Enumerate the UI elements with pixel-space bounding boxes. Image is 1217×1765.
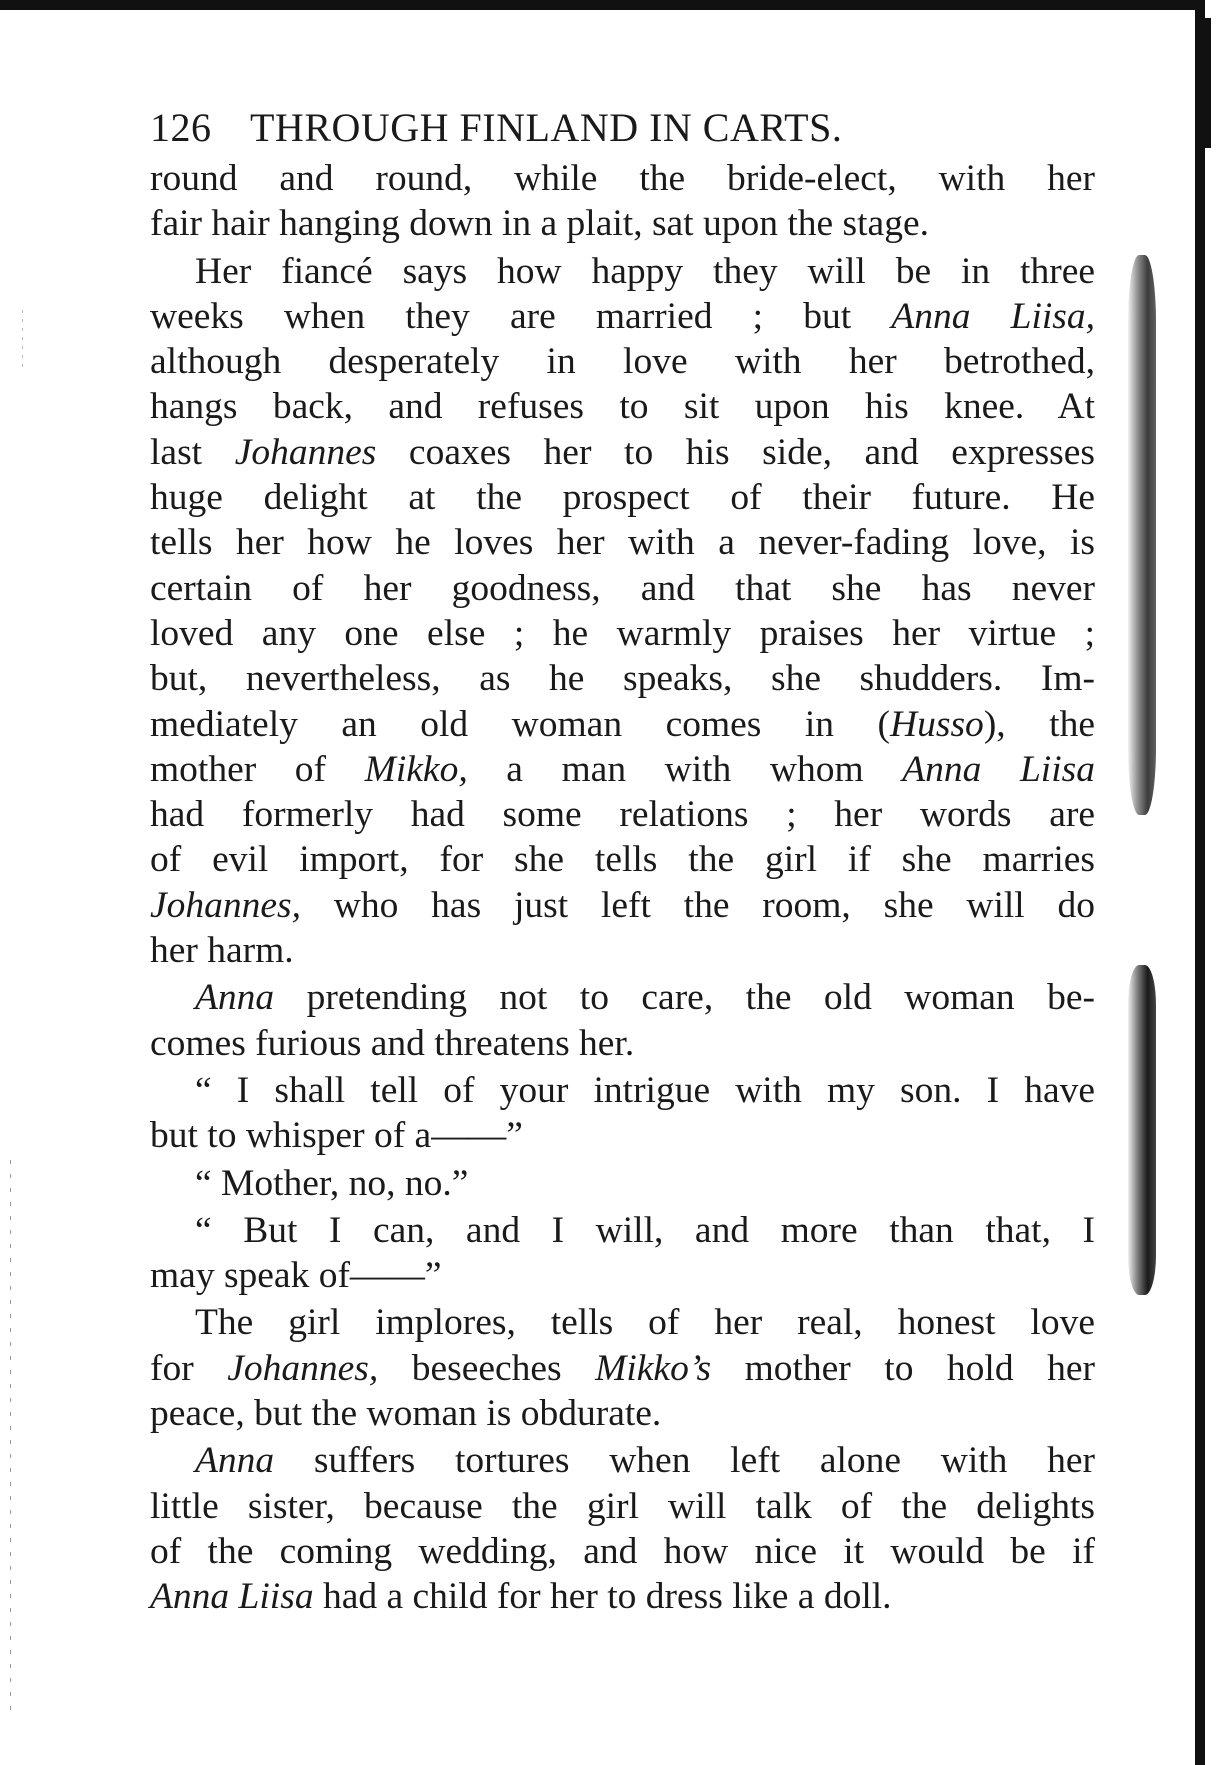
text-line: but, nevertheless, as he speaks, she shudders. Im- [150, 658, 1095, 700]
left-edge-speckle-upper [22, 310, 23, 370]
top-border-rule [0, 0, 1195, 10]
text-line: “ But I can, and I will, and more than that, I [195, 1209, 1095, 1251]
text-line: little sister, because the girl will talk of the delights [150, 1485, 1095, 1527]
text-line: of the coming wedding, and how nice it would be if [150, 1530, 1095, 1572]
text-line: mediately an old woman comes in (Husso), the [150, 703, 1095, 745]
running-header [150, 100, 1095, 156]
binding-shadow-lower [1128, 965, 1156, 1295]
text-line: mother of Mikko, a man with whom Anna Liisa [150, 748, 1095, 790]
text-line: hangs back, and refuses to sit upon his knee. At [150, 386, 1095, 428]
text-line: “ Mother, no, no.” [195, 1162, 469, 1204]
text-line: fair hair hanging down in a plait, sat upon the stage. [150, 203, 929, 245]
right-border-rule [1195, 0, 1205, 1765]
left-edge-speckle [10, 1160, 11, 1720]
text-line: round and round, while the bride-elect, with her [150, 158, 1095, 199]
body-text [150, 156, 1095, 1620]
text-line: although desperately in love with her betrothed, [150, 341, 1095, 383]
paragraph-p3 [150, 975, 1095, 1066]
text-line: her harm. [150, 930, 294, 972]
binding-shadow-upper [1128, 255, 1156, 815]
page-number: 126 [150, 105, 212, 150]
text-line: Anna suffers tortures when left alone with her [195, 1440, 1095, 1482]
text-line: “ I shall tell of your intrigue with my son. I have [195, 1069, 1095, 1111]
text-line: Her fiancé says how happy they will be in three [195, 250, 1095, 292]
text-line: may speak of——” [150, 1255, 442, 1297]
text-line: peace, but the woman is obdurate. [150, 1393, 662, 1435]
text-line: The girl implores, tells of her real, honest love [195, 1302, 1095, 1344]
paragraph-p6 [150, 1208, 1095, 1299]
text-line: Anna pretending not to care, the old woman be- [195, 977, 1095, 1019]
text-line: loved any one else ; he warmly praises her virtue ; [150, 612, 1095, 654]
right-border-notch [1205, 18, 1211, 148]
paragraph-p2 [150, 249, 1095, 974]
text-line: huge delight at the prospect of their future. He [150, 477, 1095, 519]
running-title: THROUGH FINLAND IN CARTS. [250, 105, 843, 150]
paragraph-p8 [150, 1438, 1095, 1619]
text-line: last Johannes coaxes her to his side, and expresses [150, 431, 1096, 473]
paragraph-p5 [150, 1161, 1095, 1206]
paragraph-p4 [150, 1068, 1095, 1159]
text-line: certain of her goodness, and that she has never [150, 567, 1095, 609]
text-line: of evil import, for she tells the girl if she marries [150, 839, 1095, 881]
text-line: for Johannes, beseeches Mikko’s mother to hold her [150, 1347, 1095, 1389]
paragraph-p1 [150, 156, 1095, 247]
text-line: Anna Liisa had a child for her to dress like a doll. [150, 1576, 892, 1618]
text-line: comes furious and threatens her. [150, 1022, 635, 1064]
book-page [150, 100, 1095, 1620]
text-line: Johannes, who has just left the room, she will do [150, 884, 1095, 926]
text-line: tells her how he loves her with a never-fading love, is [150, 522, 1095, 564]
paragraph-p7 [150, 1300, 1095, 1436]
text-line: weeks when they are married ; but Anna Liisa, [150, 295, 1095, 337]
text-line: had formerly had some relations ; her words are [150, 794, 1095, 836]
text-line: but to whisper of a——” [150, 1115, 523, 1157]
